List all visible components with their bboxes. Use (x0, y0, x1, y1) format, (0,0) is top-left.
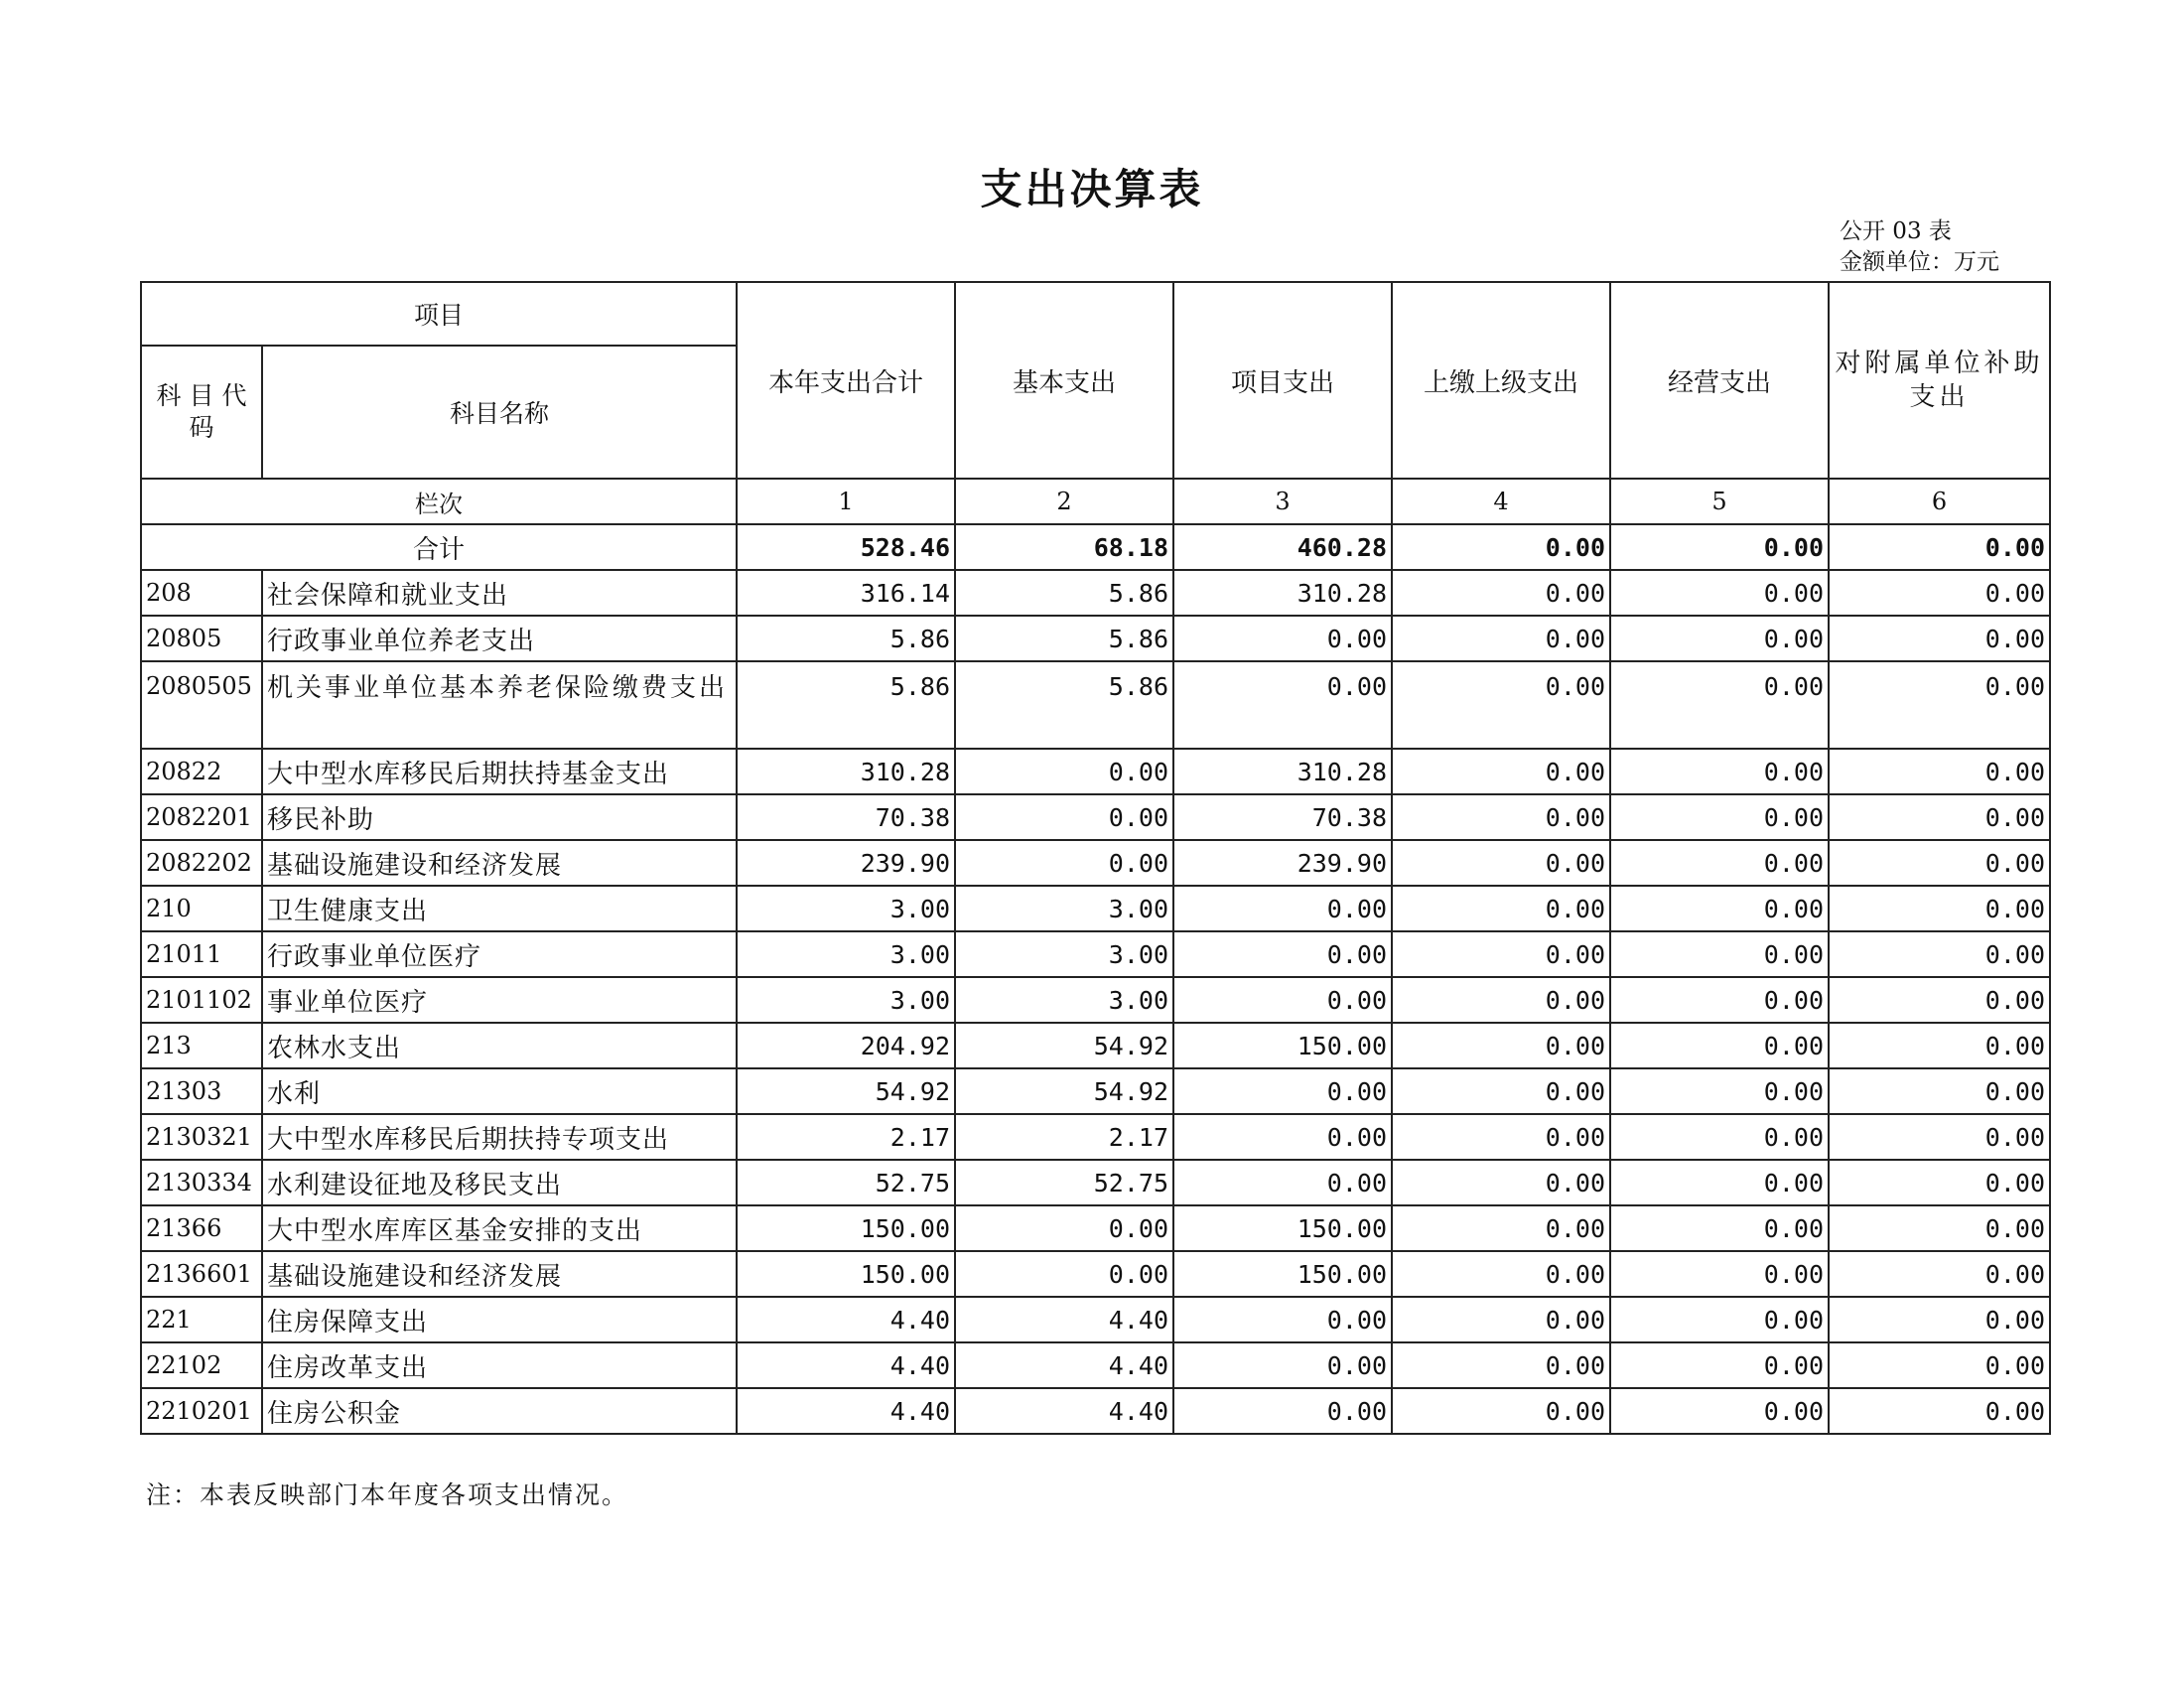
table-note: 注：本表反映部门本年度各项支出情况。 (146, 1480, 629, 1509)
total-cell: 528.46 (737, 524, 955, 570)
subject-name: 移民补助 (262, 794, 737, 840)
amount-cell: 5.86 (737, 616, 955, 661)
expense-table (140, 281, 2051, 1435)
amount-cell: 4.40 (737, 1297, 955, 1342)
subject-name: 水利建设征地及移民支出 (262, 1160, 737, 1205)
table-row (141, 886, 2050, 931)
subject-name: 基础设施建设和经济发展 (262, 840, 737, 886)
amount-cell: 3.00 (955, 977, 1173, 1023)
amount-cell: 5.86 (737, 661, 955, 749)
header-project-expense: 项目支出 (1173, 282, 1392, 479)
amount-cell: 4.40 (737, 1342, 955, 1388)
amount-cell: 3.00 (737, 977, 955, 1023)
amount-cell: 0.00 (1392, 1342, 1610, 1388)
amount-cell: 0.00 (1173, 1297, 1392, 1342)
table-row (141, 931, 2050, 977)
amount-cell: 0.00 (1610, 931, 1829, 977)
subject-name: 大中型水库库区基金安排的支出 (262, 1205, 737, 1251)
amount-cell: 70.38 (1173, 794, 1392, 840)
subject-code: 2101102 (141, 977, 262, 1023)
subject-code: 20822 (141, 749, 262, 794)
amount-cell: 0.00 (1610, 616, 1829, 661)
amount-cell: 0.00 (1610, 977, 1829, 1023)
table-number: 公开 03 表 (1840, 218, 1952, 244)
amount-cell: 0.00 (1829, 886, 2050, 931)
amount-cell: 0.00 (1829, 840, 2050, 886)
amount-cell: 0.00 (1610, 1023, 1829, 1068)
amount-cell: 3.00 (737, 931, 955, 977)
amount-cell: 310.28 (1173, 749, 1392, 794)
amount-cell: 52.75 (737, 1160, 955, 1205)
header-subject-code: 科 目 代 码 (141, 346, 262, 479)
subject-name: 大中型水库移民后期扶持专项支出 (262, 1114, 737, 1160)
amount-cell: 0.00 (1610, 840, 1829, 886)
amount-cell: 5.86 (955, 570, 1173, 616)
amount-cell: 0.00 (1610, 794, 1829, 840)
amount-cell: 150.00 (1173, 1251, 1392, 1297)
amount-cell: 0.00 (1610, 1068, 1829, 1114)
index-label: 栏次 (141, 479, 737, 524)
subject-name: 社会保障和就业支出 (262, 570, 737, 616)
amount-cell: 0.00 (1829, 749, 2050, 794)
amount-cell: 0.00 (1392, 1205, 1610, 1251)
amount-cell: 204.92 (737, 1023, 955, 1068)
amount-cell: 0.00 (1829, 1114, 2050, 1160)
subject-name: 机关事业单位基本养老保险缴费支出 (262, 661, 737, 749)
table-row (141, 1342, 2050, 1388)
amount-cell: 0.00 (1829, 1388, 2050, 1434)
amount-cell: 0.00 (1392, 1023, 1610, 1068)
subject-code: 213 (141, 1023, 262, 1068)
table-row (141, 1068, 2050, 1114)
subject-code: 21366 (141, 1205, 262, 1251)
amount-cell: 0.00 (1173, 1114, 1392, 1160)
header-subsidiary-subsidy: 对附属单位补助 支出 (1829, 282, 2050, 479)
index-cell: 5 (1610, 479, 1829, 524)
table-row (141, 1388, 2050, 1434)
header-subject-name: 科目名称 (262, 346, 737, 479)
subject-code: 2130321 (141, 1114, 262, 1160)
table-row (141, 977, 2050, 1023)
amount-cell: 0.00 (1829, 931, 2050, 977)
index-cell: 6 (1829, 479, 2050, 524)
subject-name: 住房保障支出 (262, 1297, 737, 1342)
amount-cell: 310.28 (1173, 570, 1392, 616)
header-item: 项目 (141, 282, 737, 346)
amount-cell: 0.00 (1829, 1251, 2050, 1297)
amount-cell: 0.00 (955, 1251, 1173, 1297)
amount-cell: 0.00 (1392, 1297, 1610, 1342)
amount-cell: 70.38 (737, 794, 955, 840)
amount-cell: 0.00 (1610, 1205, 1829, 1251)
amount-cell: 0.00 (1173, 931, 1392, 977)
amount-cell: 150.00 (737, 1251, 955, 1297)
amount-cell: 0.00 (1610, 886, 1829, 931)
amount-cell: 54.92 (955, 1023, 1173, 1068)
subject-name: 农林水支出 (262, 1023, 737, 1068)
index-cell: 4 (1392, 479, 1610, 524)
index-cell: 3 (1173, 479, 1392, 524)
subject-code: 21303 (141, 1068, 262, 1114)
amount-cell: 0.00 (1610, 1342, 1829, 1388)
amount-cell: 0.00 (1829, 794, 2050, 840)
amount-cell: 0.00 (1392, 616, 1610, 661)
amount-cell: 310.28 (737, 749, 955, 794)
amount-cell: 0.00 (1392, 661, 1610, 749)
index-cell: 2 (955, 479, 1173, 524)
amount-cell: 3.00 (955, 886, 1173, 931)
amount-cell: 0.00 (1392, 1251, 1610, 1297)
subject-name: 大中型水库移民后期扶持基金支出 (262, 749, 737, 794)
subject-name: 行政事业单位医疗 (262, 931, 737, 977)
amount-cell: 0.00 (955, 840, 1173, 886)
amount-cell: 150.00 (1173, 1023, 1392, 1068)
amount-cell: 54.92 (955, 1068, 1173, 1114)
amount-cell: 54.92 (737, 1068, 955, 1114)
total-cell: 68.18 (955, 524, 1173, 570)
table-row (141, 749, 2050, 794)
amount-unit: 金额单位：万元 (1840, 249, 1999, 275)
total-row (141, 524, 2050, 570)
amount-cell: 0.00 (1829, 616, 2050, 661)
amount-cell: 0.00 (955, 794, 1173, 840)
page-title: 支出决算表 (980, 165, 1204, 213)
amount-cell: 4.40 (737, 1388, 955, 1434)
amount-cell: 3.00 (737, 886, 955, 931)
amount-cell: 150.00 (737, 1205, 955, 1251)
amount-cell: 0.00 (1392, 794, 1610, 840)
table-row (141, 661, 2050, 749)
amount-cell: 0.00 (1610, 1114, 1829, 1160)
amount-cell: 0.00 (1829, 661, 2050, 749)
amount-cell: 0.00 (1829, 1342, 2050, 1388)
amount-cell: 4.40 (955, 1342, 1173, 1388)
subject-name: 行政事业单位养老支出 (262, 616, 737, 661)
amount-cell: 2.17 (955, 1114, 1173, 1160)
subject-code: 210 (141, 886, 262, 931)
amount-cell: 0.00 (1173, 661, 1392, 749)
amount-cell: 3.00 (955, 931, 1173, 977)
amount-cell: 0.00 (1610, 570, 1829, 616)
amount-cell: 4.40 (955, 1297, 1173, 1342)
header-total-expense: 本年支出合计 (737, 282, 955, 479)
header-basic-expense: 基本支出 (955, 282, 1173, 479)
amount-cell: 0.00 (1173, 1388, 1392, 1434)
amount-cell: 0.00 (1829, 1068, 2050, 1114)
total-cell: 460.28 (1173, 524, 1392, 570)
amount-cell: 0.00 (1392, 931, 1610, 977)
amount-cell: 5.86 (955, 616, 1173, 661)
amount-cell: 0.00 (1610, 1297, 1829, 1342)
amount-cell: 0.00 (1392, 1160, 1610, 1205)
table-row (141, 1160, 2050, 1205)
amount-cell: 0.00 (1392, 977, 1610, 1023)
amount-cell: 0.00 (1610, 1388, 1829, 1434)
table-row (141, 1023, 2050, 1068)
amount-cell: 150.00 (1173, 1205, 1392, 1251)
subject-code: 2136601 (141, 1251, 262, 1297)
table-row (141, 1114, 2050, 1160)
amount-cell: 0.00 (1392, 886, 1610, 931)
subject-code: 2082202 (141, 840, 262, 886)
amount-cell: 0.00 (1392, 570, 1610, 616)
amount-cell: 239.90 (1173, 840, 1392, 886)
amount-cell: 0.00 (955, 1205, 1173, 1251)
table-row (141, 840, 2050, 886)
total-cell: 0.00 (1829, 524, 2050, 570)
amount-cell: 0.00 (1829, 570, 2050, 616)
amount-cell: 0.00 (1173, 977, 1392, 1023)
amount-cell: 0.00 (1610, 1160, 1829, 1205)
amount-cell: 52.75 (955, 1160, 1173, 1205)
subject-name: 住房改革支出 (262, 1342, 737, 1388)
amount-cell: 0.00 (1829, 977, 2050, 1023)
amount-cell: 2.17 (737, 1114, 955, 1160)
table-row (141, 570, 2050, 616)
table-meta (1840, 216, 1999, 278)
total-cell: 0.00 (1610, 524, 1829, 570)
amount-cell: 0.00 (1173, 616, 1392, 661)
amount-cell: 316.14 (737, 570, 955, 616)
amount-cell: 0.00 (1173, 1342, 1392, 1388)
table-row (141, 1251, 2050, 1297)
amount-cell: 0.00 (1829, 1160, 2050, 1205)
amount-cell: 0.00 (1392, 1068, 1610, 1114)
total-label: 合计 (141, 524, 737, 570)
table-row (141, 1297, 2050, 1342)
subject-code: 22102 (141, 1342, 262, 1388)
amount-cell: 0.00 (1610, 661, 1829, 749)
amount-cell: 0.00 (1610, 749, 1829, 794)
header-operating-expense: 经营支出 (1610, 282, 1829, 479)
table-body (141, 479, 2050, 1434)
amount-cell: 0.00 (1392, 1114, 1610, 1160)
table-row (141, 794, 2050, 840)
index-cell: 1 (737, 479, 955, 524)
amount-cell: 0.00 (1829, 1205, 2050, 1251)
subject-code: 2210201 (141, 1388, 262, 1434)
amount-cell: 0.00 (1610, 1251, 1829, 1297)
table-row (141, 1205, 2050, 1251)
table-row (141, 616, 2050, 661)
header-remit-superior: 上缴上级支出 (1392, 282, 1610, 479)
amount-cell: 0.00 (955, 749, 1173, 794)
subject-code: 2130334 (141, 1160, 262, 1205)
subject-code: 20805 (141, 616, 262, 661)
subject-name: 卫生健康支出 (262, 886, 737, 931)
amount-cell: 239.90 (737, 840, 955, 886)
subject-name: 住房公积金 (262, 1388, 737, 1434)
subject-code: 221 (141, 1297, 262, 1342)
amount-cell: 0.00 (1392, 840, 1610, 886)
amount-cell: 0.00 (1173, 886, 1392, 931)
total-cell: 0.00 (1392, 524, 1610, 570)
amount-cell: 0.00 (1829, 1297, 2050, 1342)
amount-cell: 0.00 (1173, 1068, 1392, 1114)
amount-cell: 5.86 (955, 661, 1173, 749)
subject-name: 水利 (262, 1068, 737, 1114)
amount-cell: 0.00 (1829, 1023, 2050, 1068)
amount-cell: 4.40 (955, 1388, 1173, 1434)
index-row (141, 479, 2050, 524)
subject-name: 基础设施建设和经济发展 (262, 1251, 737, 1297)
subject-code: 208 (141, 570, 262, 616)
amount-cell: 0.00 (1392, 749, 1610, 794)
subject-code: 2082201 (141, 794, 262, 840)
amount-cell: 0.00 (1392, 1388, 1610, 1434)
subject-code: 21011 (141, 931, 262, 977)
subject-code: 2080505 (141, 661, 262, 749)
amount-cell: 0.00 (1173, 1160, 1392, 1205)
subject-name: 事业单位医疗 (262, 977, 737, 1023)
